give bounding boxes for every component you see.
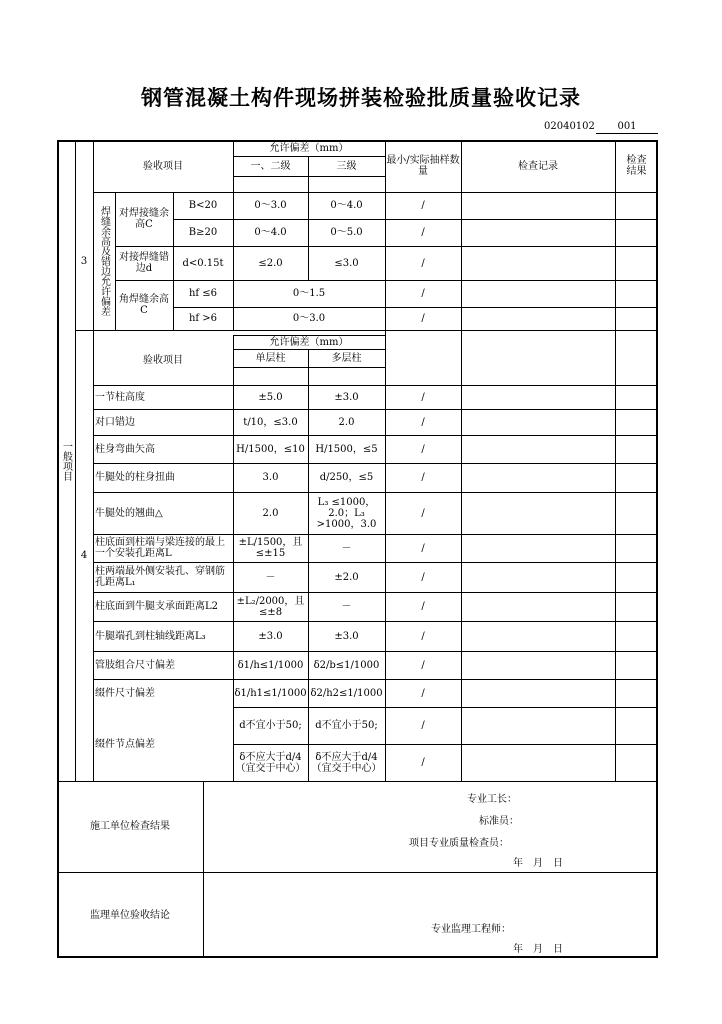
single-column-cell: ±5.0 [258,391,283,403]
grade3-cell: ≤3.0 [334,257,359,269]
item-name-cell: 牛腿端孔到柱轴线距离L₃ [95,630,206,642]
multi-column-cell: ±3.0 [334,391,359,403]
supervision-date[interactable]: 年 月 日 [513,944,563,955]
sample-cell: / [421,416,425,428]
grid-line [57,140,59,958]
condition-cell: B≥20 [188,227,218,238]
grid-line [656,140,658,958]
single-column-cell: t/10，≤3.0 [243,416,298,428]
grid-line [93,463,658,464]
grid-line [93,562,658,563]
item-name-cell: 牛腿处的翘曲△ [95,507,163,519]
grid-line [233,156,385,157]
grid-line [173,219,658,220]
multi-column-cell: ±2.0 [334,571,359,583]
single-column-cell: ±L₂/2000，且≤±8 [236,595,305,618]
grid-line [115,280,658,281]
sample-cell: / [421,659,425,671]
grid-line [75,330,658,331]
sec4-multi-header: 多层柱 [331,352,362,364]
item-name-cell: 一节柱高度 [95,391,145,403]
grid-line [385,140,386,781]
multi-column-cell: L₃ ≤1000，2.0；L₃ >1000，3.0 [316,496,377,530]
sec3-allowance-header: 允许偏差（mm） [269,142,349,154]
grid-line [115,246,658,247]
item-name-cell: 管肢组合尺寸偏差 [95,659,175,671]
single-column-cell: d不宜小于50; [239,720,302,731]
sample-cell: / [421,227,425,238]
sample-cell: / [421,257,425,269]
sample-cell: / [421,687,425,699]
record-header: 检查记录 [518,160,558,172]
item-name-cell: 柱底面到牛腿支承面距离L2 [95,601,219,612]
grid-line [233,707,658,708]
grid-line [173,307,658,308]
grid-line [93,492,658,493]
grid-line [57,872,658,873]
multi-column-cell: δ不应大于d/4（宜交于中心） [311,751,382,774]
item-name-cell: 柱身弯曲矢高 [95,443,155,455]
grid-line [233,744,658,745]
supervision-label: 监理单位验收结论 [90,909,170,921]
sample-cell: / [421,507,425,519]
grade3-cell: 0～5.0 [330,227,363,238]
single-column-cell: ±L/1500，且≤±15 [238,537,303,559]
single-column-cell: H/1500，≤10 [236,443,305,455]
general-items-label: 一般项目 [60,440,72,481]
sample-cell: / [421,757,425,768]
grid-line [461,140,462,781]
sample-header: 最小/实际抽样数量 [386,155,460,177]
grade12-cell: 0～3.0 [254,200,287,211]
grid-line [93,679,658,680]
sample-cell: / [421,472,425,483]
single-column-cell: δ不应大于d/4（宜交于中心） [235,751,306,774]
construction-label: 施工单位检查结果 [90,821,170,832]
grid-line [93,592,658,593]
doc-number: 02040102 [544,121,595,132]
sample-cell: / [421,391,425,403]
quality-inspector-field[interactable]: 项目专业质量检查员： [409,838,509,849]
grid-line [75,140,76,781]
multi-column-cell: 2.0 [338,416,355,428]
construction-date[interactable]: 年 月 日 [513,858,563,869]
grid-line [233,335,234,781]
item-name-cell: 对口错边 [95,416,135,428]
multi-column-cell: H/1500，≤5 [315,443,378,455]
grade12-cell: ≤2.0 [258,257,283,269]
grid-line [93,140,94,781]
weld-butt-reinforcement-label: 对焊接缝余高C [119,208,169,230]
grid-line [233,335,385,336]
sec3-index: 3 [80,255,88,267]
sample-cell: / [421,601,425,612]
grid-line [57,140,658,142]
sec4-allowance-header: 允许偏差（mm） [269,336,349,348]
supervision-engineer-field[interactable]: 专业监理工程师： [431,924,511,935]
multi-column-cell: δ2/h2≤1/1000 [310,687,383,699]
sample-cell: / [421,200,425,211]
condition-cell: hf >6 [188,313,218,324]
sec3-item-header: 验收项目 [143,160,183,172]
item-name-cell: 柱两端最外侧安装孔、穿钢筋孔距离L₁ [95,566,225,588]
sec4-single-header: 单层柱 [255,352,286,364]
result-header: 检查结果 [626,155,647,177]
grid-line [115,192,116,330]
grid-line [308,156,309,280]
grid-line [93,621,658,622]
sample-cell: / [421,571,425,583]
sec3-grade3-header: 三级 [336,160,357,172]
multi-column-cell: － [341,601,352,612]
grid-line [93,534,658,535]
item-name-cell: 缀件尺寸偏差 [95,687,155,699]
single-column-cell: δ1/h≤1/1000 [237,659,304,671]
foreman-field[interactable]: 专业工长： [467,794,517,805]
grid-line [233,140,234,330]
grid-line [93,435,658,436]
grade3-cell: 0～4.0 [330,200,363,211]
single-column-cell: 3.0 [262,472,279,483]
butt-weld-misalignment-label: 对接焊缝错边d [119,252,169,274]
sample-cell: / [421,720,425,731]
inspection-table [57,140,658,958]
sec4-item-header: 验收项目 [143,354,183,366]
grid-line [233,176,385,177]
grid-line [173,192,174,330]
sample-cell: / [421,443,425,455]
condition-cell: B<20 [188,200,218,211]
doc-sequence: 001 [596,121,658,134]
grid-line [233,367,385,368]
sample-cell: / [421,313,425,324]
multi-column-cell: δ2/b≤1/1000 [313,659,380,671]
item-name-cell: 缀件节点偏差 [95,738,155,750]
merged-allowance-cell: 0～3.0 [292,313,326,324]
grid-line [308,349,309,781]
fillet-weld-reinforcement-label: 角焊缝余高C [119,294,169,316]
sample-cell: / [421,542,425,554]
item-name-cell: 牛腿处的柱身扭曲 [95,472,175,483]
leader-field[interactable]: 标准员： [479,816,519,827]
condition-cell: hf ≤6 [188,288,218,299]
multi-column-cell: d不宜小于50; [315,720,378,731]
sample-cell: / [421,630,425,642]
single-column-cell: － [265,571,276,583]
grid-line [57,781,658,782]
sec4-index: 4 [80,550,88,561]
single-column-cell: ±3.0 [258,630,283,642]
grid-line [93,409,658,410]
sec3-grade12-header: 一、二级 [250,160,291,172]
grid-line [233,349,385,350]
grid-line [93,385,658,386]
grid-line [93,651,658,652]
sample-cell: / [421,288,425,299]
multi-column-cell: ±3.0 [334,630,359,642]
single-column-cell: δ1/h1≤1/1000 [234,687,307,699]
item-name-cell: 柱底面到柱端与梁连接的最上一个安装孔距离L [95,537,225,559]
grid-line [203,781,204,958]
grid-line [615,140,616,781]
grade12-cell: 0～4.0 [254,227,287,238]
grid-line [93,192,658,193]
grid-line [57,956,658,958]
weld-group-label: 焊缝余高及错边允许偏差 [98,206,110,316]
merged-allowance-cell: 0～1.5 [292,288,326,299]
multi-column-cell: d/250，≤5 [319,472,374,483]
single-column-cell: 2.0 [262,507,279,519]
condition-cell: d<0.15t [182,257,224,269]
page-title: 钢管混凝土构件现场拼装检验批质量验收记录 [141,86,581,110]
multi-column-cell: － [341,542,352,554]
